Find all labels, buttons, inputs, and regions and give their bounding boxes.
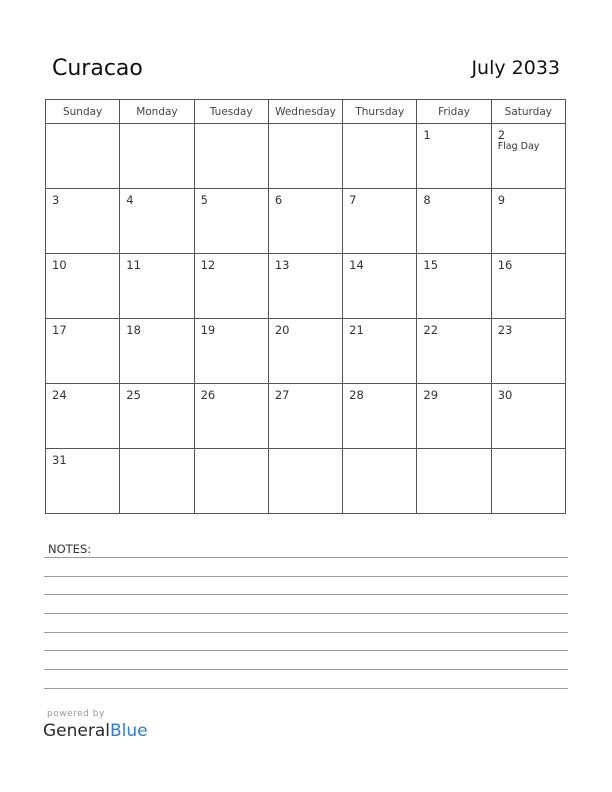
day-number: 12 <box>200 258 216 272</box>
day-cell <box>417 189 491 254</box>
day-number: 29 <box>423 388 439 402</box>
day-number: 1 <box>423 128 431 142</box>
day-cell <box>268 449 342 514</box>
day-cell <box>491 449 565 514</box>
day-number: 30 <box>497 388 513 402</box>
day-cell <box>120 254 194 319</box>
day-number: 5 <box>200 193 208 207</box>
calendar-month: July 2033 <box>471 57 560 79</box>
logo-blue-text: Blue <box>110 721 148 741</box>
day-cell <box>46 384 120 449</box>
day-cell <box>417 384 491 449</box>
day-number: 20 <box>274 323 290 337</box>
day-number: 6 <box>274 193 283 207</box>
day-cell <box>194 189 268 254</box>
week-row <box>46 384 566 449</box>
note-line <box>44 688 568 689</box>
note-line <box>44 557 568 558</box>
day-number: 3 <box>52 193 60 207</box>
day-number: 28 <box>349 388 364 402</box>
note-line <box>44 650 568 651</box>
day-number: 31 <box>52 453 67 467</box>
day-cell <box>491 254 565 319</box>
day-number: 27 <box>274 388 290 402</box>
weekday-header: Sunday <box>46 100 120 124</box>
day-cell <box>343 319 417 384</box>
day-cell <box>268 124 342 189</box>
day-cell <box>491 189 565 254</box>
calendar-grid <box>45 99 566 514</box>
day-number: 11 <box>126 258 141 272</box>
day-cell <box>268 384 342 449</box>
day-cell <box>120 449 194 514</box>
day-cell <box>194 384 268 449</box>
day-cell <box>343 189 417 254</box>
day-number: 15 <box>423 258 439 272</box>
day-cell <box>417 254 491 319</box>
day-cell <box>417 319 491 384</box>
logo-general-text: General <box>43 721 110 741</box>
day-number: 4 <box>126 193 134 207</box>
generalblue-logo <box>43 721 148 741</box>
day-cell <box>268 319 342 384</box>
day-number: 9 <box>497 193 506 207</box>
weekday-header: Saturday <box>491 100 565 124</box>
day-cell <box>46 319 120 384</box>
day-cell <box>343 449 417 514</box>
day-cell <box>491 124 565 189</box>
day-number: 25 <box>126 388 141 402</box>
day-cell <box>343 254 417 319</box>
day-number: 23 <box>497 323 513 337</box>
note-line <box>44 669 568 670</box>
day-number: 18 <box>126 323 141 337</box>
day-cell <box>343 384 417 449</box>
day-cell <box>194 319 268 384</box>
day-number: 21 <box>349 323 364 337</box>
day-number: 8 <box>423 193 431 207</box>
week-row <box>46 124 566 189</box>
day-cell <box>46 189 120 254</box>
day-number: 26 <box>200 388 216 402</box>
week-row <box>46 449 566 514</box>
week-row <box>46 254 566 319</box>
note-line <box>44 594 568 595</box>
day-cell <box>120 384 194 449</box>
day-number: 2 <box>497 128 506 142</box>
weekday-header-row <box>46 100 566 124</box>
weekday-header: Tuesday <box>194 100 268 124</box>
day-number: 24 <box>52 388 67 402</box>
day-cell <box>120 124 194 189</box>
weekday-header: Thursday <box>343 100 417 124</box>
day-cell <box>343 124 417 189</box>
notes-label: NOTES: <box>48 542 92 556</box>
day-number: 13 <box>274 258 290 272</box>
day-number: 22 <box>423 323 439 337</box>
holiday-label: Flag Day <box>497 141 540 152</box>
day-number: 7 <box>349 193 357 207</box>
day-number: 10 <box>52 258 67 272</box>
weekday-header: Monday <box>120 100 194 124</box>
calendar-title: Curacao <box>52 56 143 81</box>
day-cell <box>46 254 120 319</box>
day-cell <box>268 254 342 319</box>
day-number: 17 <box>52 323 67 337</box>
day-cell <box>120 319 194 384</box>
weekday-header: Friday <box>417 100 491 124</box>
day-cell <box>491 319 565 384</box>
powered-by-text: powered by <box>47 709 105 719</box>
note-line <box>44 576 568 577</box>
note-line <box>44 613 568 614</box>
week-row <box>46 189 566 254</box>
day-cell <box>194 254 268 319</box>
day-cell <box>194 449 268 514</box>
day-cell <box>120 189 194 254</box>
day-cell <box>46 449 120 514</box>
day-cell <box>46 124 120 189</box>
day-cell <box>268 189 342 254</box>
day-number: 16 <box>497 258 513 272</box>
weekday-header: Wednesday <box>268 100 342 124</box>
day-number: 14 <box>349 258 364 272</box>
day-cell <box>491 384 565 449</box>
note-line <box>44 632 568 633</box>
day-cell <box>417 449 491 514</box>
day-cell <box>417 124 491 189</box>
day-number: 19 <box>200 323 216 337</box>
day-cell <box>194 124 268 189</box>
week-row <box>46 319 566 384</box>
